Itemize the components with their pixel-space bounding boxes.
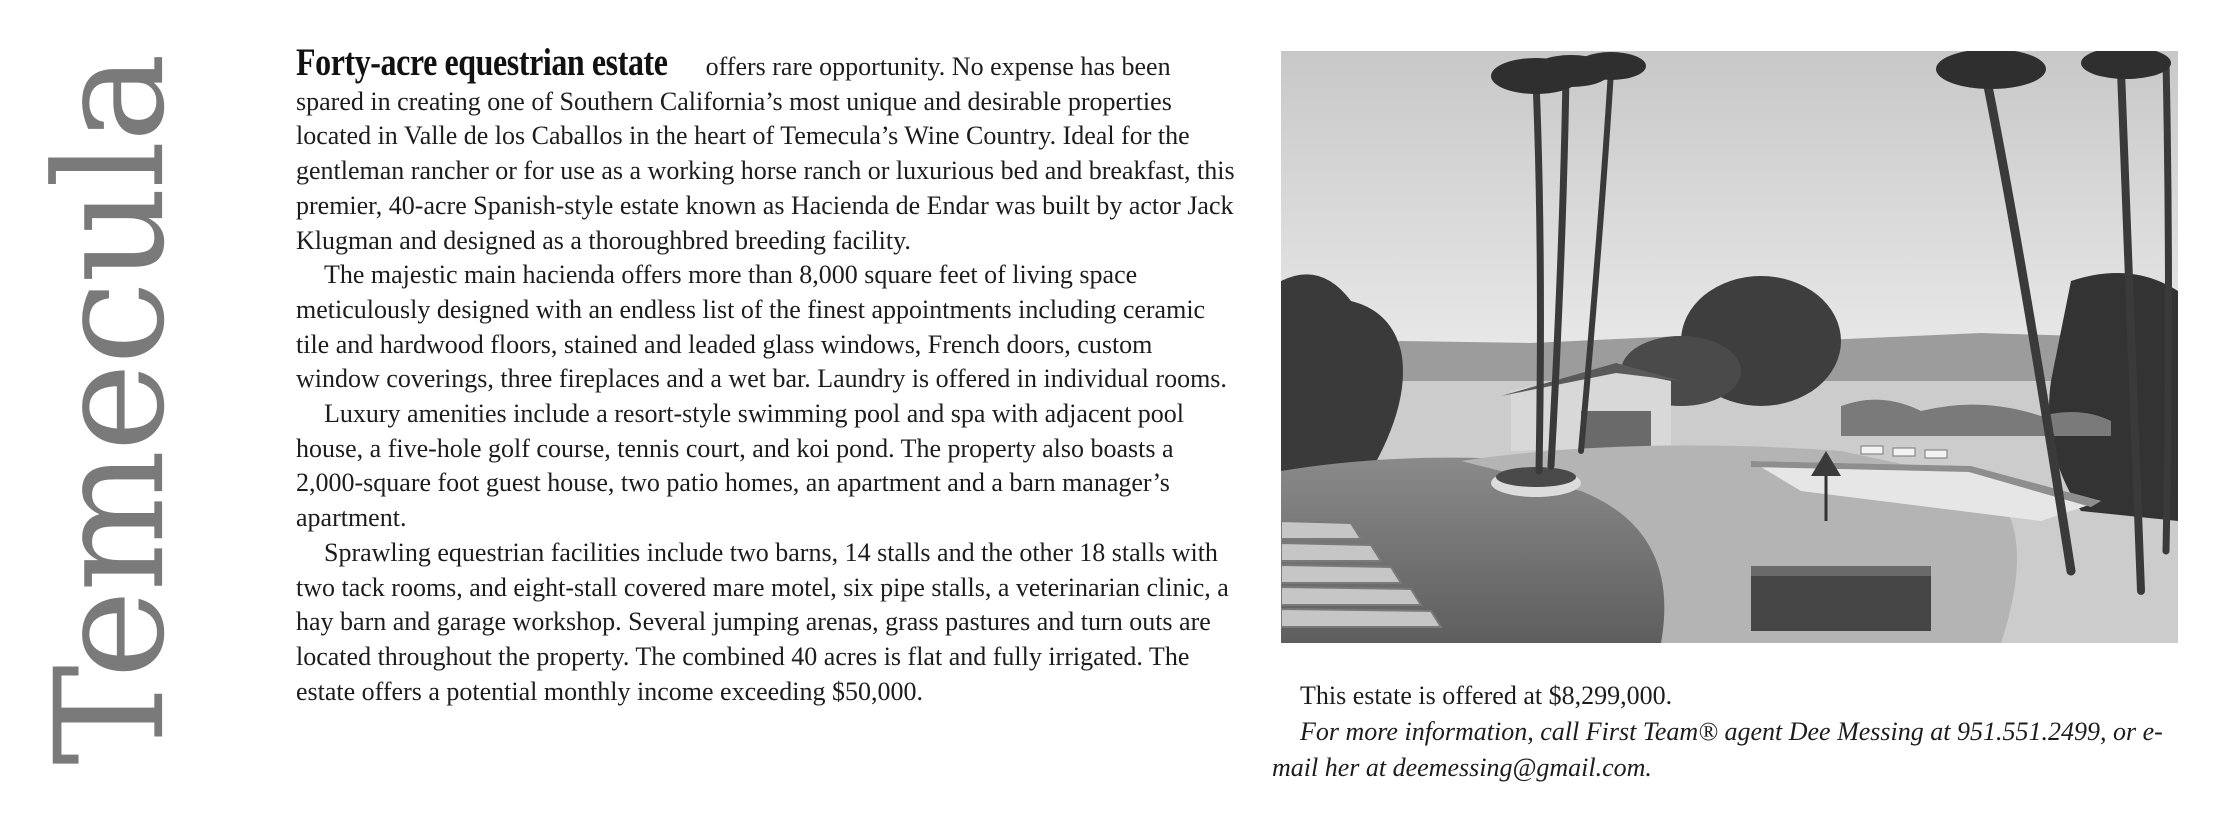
estate-photo-illustration	[1281, 51, 2178, 643]
article-paragraph-3: Luxury amenities include a resort-style swimming pool and spa with adjacent pool house, a five-hole golf course, tennis court, and koi pond. The property also boasts a 2,000-square foot guest house, two patio homes, an apartment and a barn manager’s apartment.	[296, 399, 1184, 533]
article-paragraph-4: Sprawling equestrian facilities include two barns, 14 stalls and the other 18 stalls with two tack rooms, and eight-stall covered mare motel, six pipe stalls, a veterinarian clinic, a hay barn and garage workshop. Several jumping arenas, grass pastures and turn outs are located throughout the property. The combined 40 acres is flat and fully irrigated. The estate offers a potential monthly income exceeding $50,000.	[296, 537, 1229, 706]
article-paragraph-1	[296, 41, 1236, 258]
article-body	[296, 41, 1236, 709]
vertical-section-title	[24, 40, 199, 780]
photo-caption	[1272, 678, 2192, 786]
offer-price-text: This estate is offered at $8,299,000.	[1300, 681, 1673, 710]
article-lead-heading: Forty-acre equestrian estate	[296, 41, 668, 84]
contact-info-text: For more information, call First Team® agent Dee Messing at 951.551.2499, or e-mail her at deemessing@gmail.com.	[1272, 717, 2163, 782]
section-title-text: Temecula	[24, 54, 199, 766]
estate-photo	[1281, 51, 2178, 643]
article-paragraph-1-text: offers rare opportunity. No expense has been spared in creating one of Southern California’s most unique and desirable properties located in Valle de los Caballos in the heart of Temecula’s Wine Country. Ideal for the gentleman rancher or for use as a working horse ranch or luxurious bed and breakfast, this premier, 40-acre Spanish-style estate known as Hacienda de Endar was built by actor Jack Klugman and designed as a thoroughbred breeding facility.	[296, 52, 1235, 255]
article-paragraph-2: The majestic main hacienda offers more than 8,000 square feet of living space meticulously designed with an endless list of the finest appointments including ceramic tile and hardwood floors, stained and leaded glass windows, French doors, custom window coverings, three fireplaces and a wet bar. Laundry is offered in individual rooms.	[296, 260, 1227, 394]
